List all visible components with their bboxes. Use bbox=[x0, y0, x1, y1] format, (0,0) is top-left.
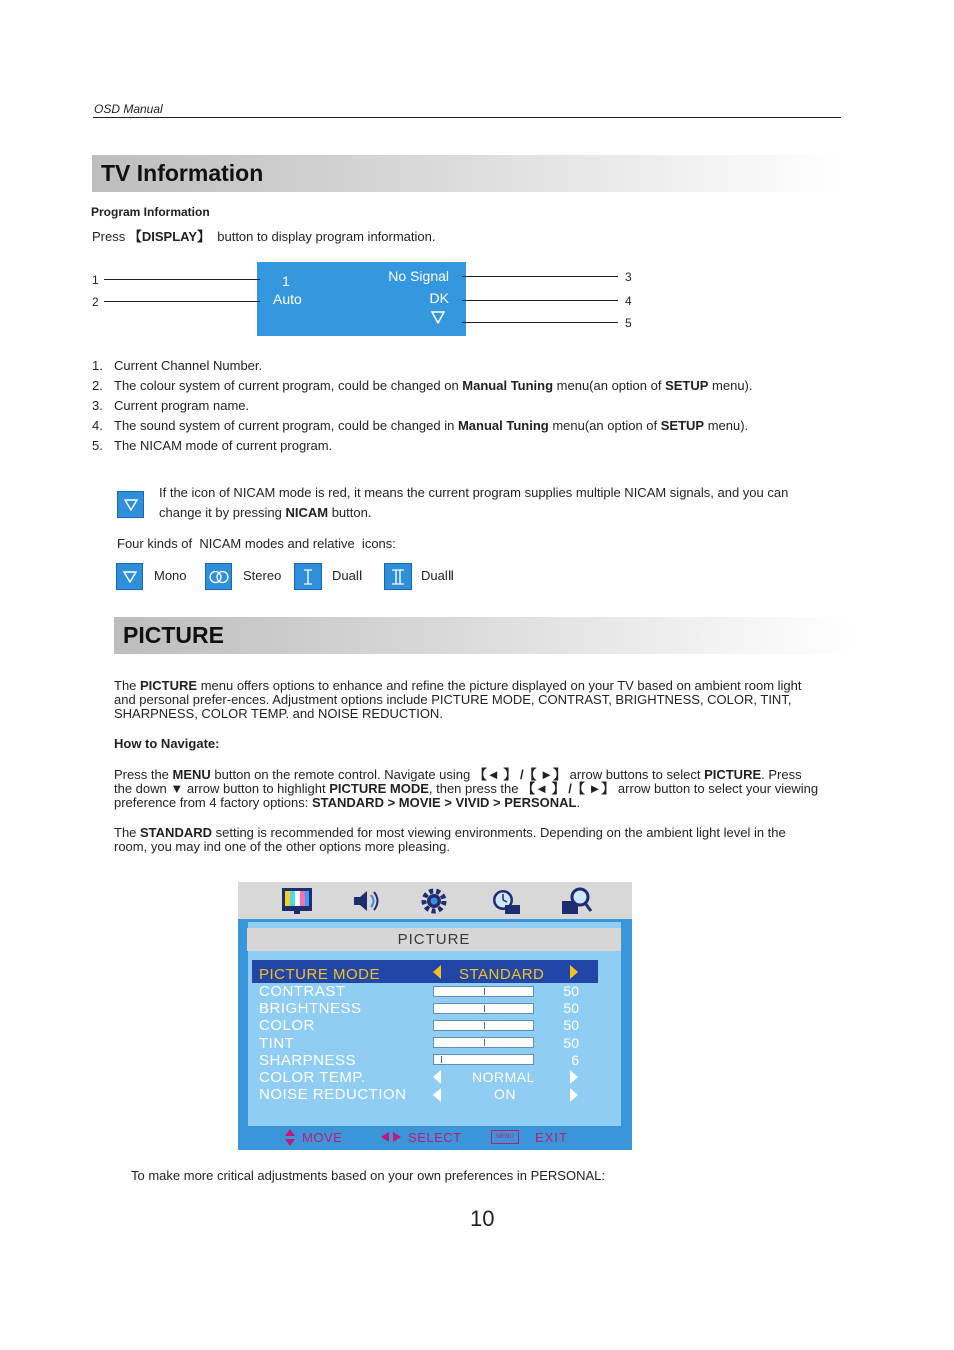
manual-header: OSD Manual bbox=[94, 102, 163, 116]
list-item: 5. The NICAM mode of current program. bbox=[92, 438, 333, 453]
picture-mode-left-arrow-icon[interactable] bbox=[433, 965, 441, 979]
time-tab-icon[interactable] bbox=[491, 888, 521, 915]
search-tab-icon[interactable] bbox=[562, 887, 592, 915]
contrast-slider[interactable] bbox=[433, 986, 534, 997]
callout-1: 1 bbox=[92, 273, 99, 287]
sharpness-label[interactable]: SHARPNESS bbox=[259, 1052, 357, 1069]
sound-tab-icon[interactable] bbox=[352, 888, 382, 914]
mode-dual1-label: DualⅠ bbox=[332, 568, 363, 583]
tint-slider[interactable] bbox=[433, 1037, 534, 1048]
list-item: 4. The sound system of current program, could be changed in Manual Tuning menu(an option of SETUP menu). bbox=[92, 418, 749, 433]
tv-information-heading: TV Information bbox=[92, 155, 842, 192]
page-number: 10 bbox=[470, 1206, 495, 1231]
navigate-paragraph: Press the MENU button on the remote control. Navigate using 【◄ 】 /【 ►】 arrow buttons to select PICTURE. Press the down ▼ arrow button to highlight PICTURE MODE, then press the 【◄ 】 /【 ►】 arrow button to select your viewing preference from 4 factory options: STANDARD > MOVIE > VIVID > PERSONAL. bbox=[114, 767, 819, 810]
callout-4-line bbox=[462, 300, 618, 301]
menu-tab-strip bbox=[238, 882, 632, 919]
program-info-list bbox=[92, 359, 852, 459]
callout-2-line bbox=[104, 301, 260, 302]
list-item: 2. The colour system of current program, could be changed on Manual Tuning menu(an option of SETUP menu). bbox=[92, 378, 753, 393]
mode-stereo-label: Stereo bbox=[243, 568, 282, 583]
brightness-label[interactable]: BRIGHTNESS bbox=[259, 1000, 362, 1017]
slider-fill bbox=[435, 1005, 485, 1012]
list-item: 3. Current program name. bbox=[92, 398, 250, 413]
footer-move-label: MOVE bbox=[302, 1130, 343, 1145]
how-to-navigate-heading: How to Navigate: bbox=[114, 736, 220, 751]
callout-5: 5 bbox=[625, 316, 632, 330]
picture-mode-label[interactable]: PICTURE MODE bbox=[259, 966, 381, 983]
nicam-modes-intro: Four kinds of NICAM modes and relative icons: bbox=[117, 536, 396, 551]
down-triangle-icon bbox=[116, 563, 143, 590]
osd-color-system: Auto bbox=[273, 291, 302, 307]
sharpness-slider[interactable] bbox=[433, 1054, 534, 1065]
header-rule bbox=[93, 117, 841, 118]
callout-5-line bbox=[462, 322, 618, 323]
nicam-note: If the icon of NICAM mode is red, it means the current program supplies multiple NICAM signals, and you can change it by pressing NICAM button. bbox=[159, 485, 789, 520]
contrast-value: 50 bbox=[563, 983, 579, 999]
list-item: 1. Current Channel Number. bbox=[92, 358, 263, 373]
program-info-osd bbox=[257, 262, 466, 336]
picture-heading: PICTURE bbox=[114, 617, 854, 654]
color-temp-value: NORMAL bbox=[472, 1069, 535, 1085]
osd-program-name: No Signal bbox=[388, 268, 449, 284]
noise-reduction-left-arrow-icon[interactable] bbox=[433, 1088, 441, 1102]
color-temp-right-arrow-icon[interactable] bbox=[570, 1070, 578, 1084]
move-updown-icon bbox=[285, 1129, 295, 1146]
callout-2: 2 bbox=[92, 295, 99, 309]
slider-fill bbox=[435, 1056, 442, 1063]
noise-reduction-right-arrow-icon[interactable] bbox=[570, 1088, 578, 1102]
brightness-slider[interactable] bbox=[433, 1003, 534, 1014]
noise-reduction-label[interactable]: NOISE REDUCTION bbox=[259, 1086, 407, 1103]
setup-gear-icon[interactable] bbox=[420, 887, 448, 915]
double-circle-icon bbox=[205, 563, 232, 590]
select-leftright-icon bbox=[381, 1132, 401, 1142]
roman-one-icon bbox=[294, 563, 322, 590]
picture-mode-right-arrow-icon[interactable] bbox=[570, 965, 578, 979]
tint-value: 50 bbox=[563, 1035, 579, 1051]
footer-exit-label: EXIT bbox=[535, 1130, 568, 1145]
sharpness-value: 6 bbox=[571, 1052, 579, 1068]
callout-3: 3 bbox=[625, 270, 632, 284]
footer-select-label: SELECT bbox=[408, 1130, 462, 1145]
menu-key-icon: MENU bbox=[491, 1130, 519, 1144]
roman-two-icon bbox=[384, 563, 412, 590]
menu-title: PICTURE bbox=[247, 928, 621, 951]
picture-mode-value: STANDARD bbox=[459, 966, 545, 983]
tint-label[interactable]: TINT bbox=[259, 1035, 295, 1052]
mode-dual2-label: DualⅡ bbox=[421, 568, 455, 583]
noise-reduction-value: ON bbox=[494, 1086, 516, 1102]
callout-1-line bbox=[104, 279, 260, 280]
color-temp-left-arrow-icon[interactable] bbox=[433, 1070, 441, 1084]
press-display-line: Press 【DISPLAY】 button to display program information. bbox=[92, 229, 436, 244]
standard-paragraph: The STANDARD setting is recommended for most viewing environments. Depending on the ambient light level in the room, you may ind one of the other options more pleasing. bbox=[114, 825, 786, 854]
brightness-value: 50 bbox=[563, 1000, 579, 1016]
slider-fill bbox=[435, 1022, 485, 1029]
callout-4: 4 bbox=[625, 294, 632, 308]
color-value: 50 bbox=[563, 1017, 579, 1033]
down-triangle-icon bbox=[117, 491, 144, 518]
slider-fill bbox=[435, 1039, 485, 1046]
color-temp-label[interactable]: COLOR TEMP. bbox=[259, 1069, 366, 1086]
closing-sentence: To make more critical adjustments based on your own preferences in PERSONAL: bbox=[131, 1168, 605, 1183]
callout-3-line bbox=[462, 276, 618, 277]
color-slider[interactable] bbox=[433, 1020, 534, 1031]
nicam-mono-icon bbox=[431, 311, 445, 324]
picture-intro: The PICTURE menu offers options to enhance and refine the picture displayed on your TV based on ambient room light and personal prefer-ences. Adjustment options include PICTURE MODE, CONTRAST, BRIGHTNESS, COLOR, TINT, SHARPNESS, COLOR TEMP. and NOISE REDUCTION. bbox=[114, 678, 802, 721]
slider-fill bbox=[435, 988, 485, 995]
mode-mono-label: Mono bbox=[154, 568, 187, 583]
contrast-label[interactable]: CONTRAST bbox=[259, 983, 346, 1000]
osd-sound-system: DK bbox=[429, 290, 449, 306]
osd-channel-number: 1 bbox=[282, 273, 290, 289]
program-information-subheading: Program Information bbox=[91, 205, 210, 219]
color-label[interactable]: COLOR bbox=[259, 1017, 315, 1034]
picture-tab-icon[interactable] bbox=[282, 888, 312, 914]
